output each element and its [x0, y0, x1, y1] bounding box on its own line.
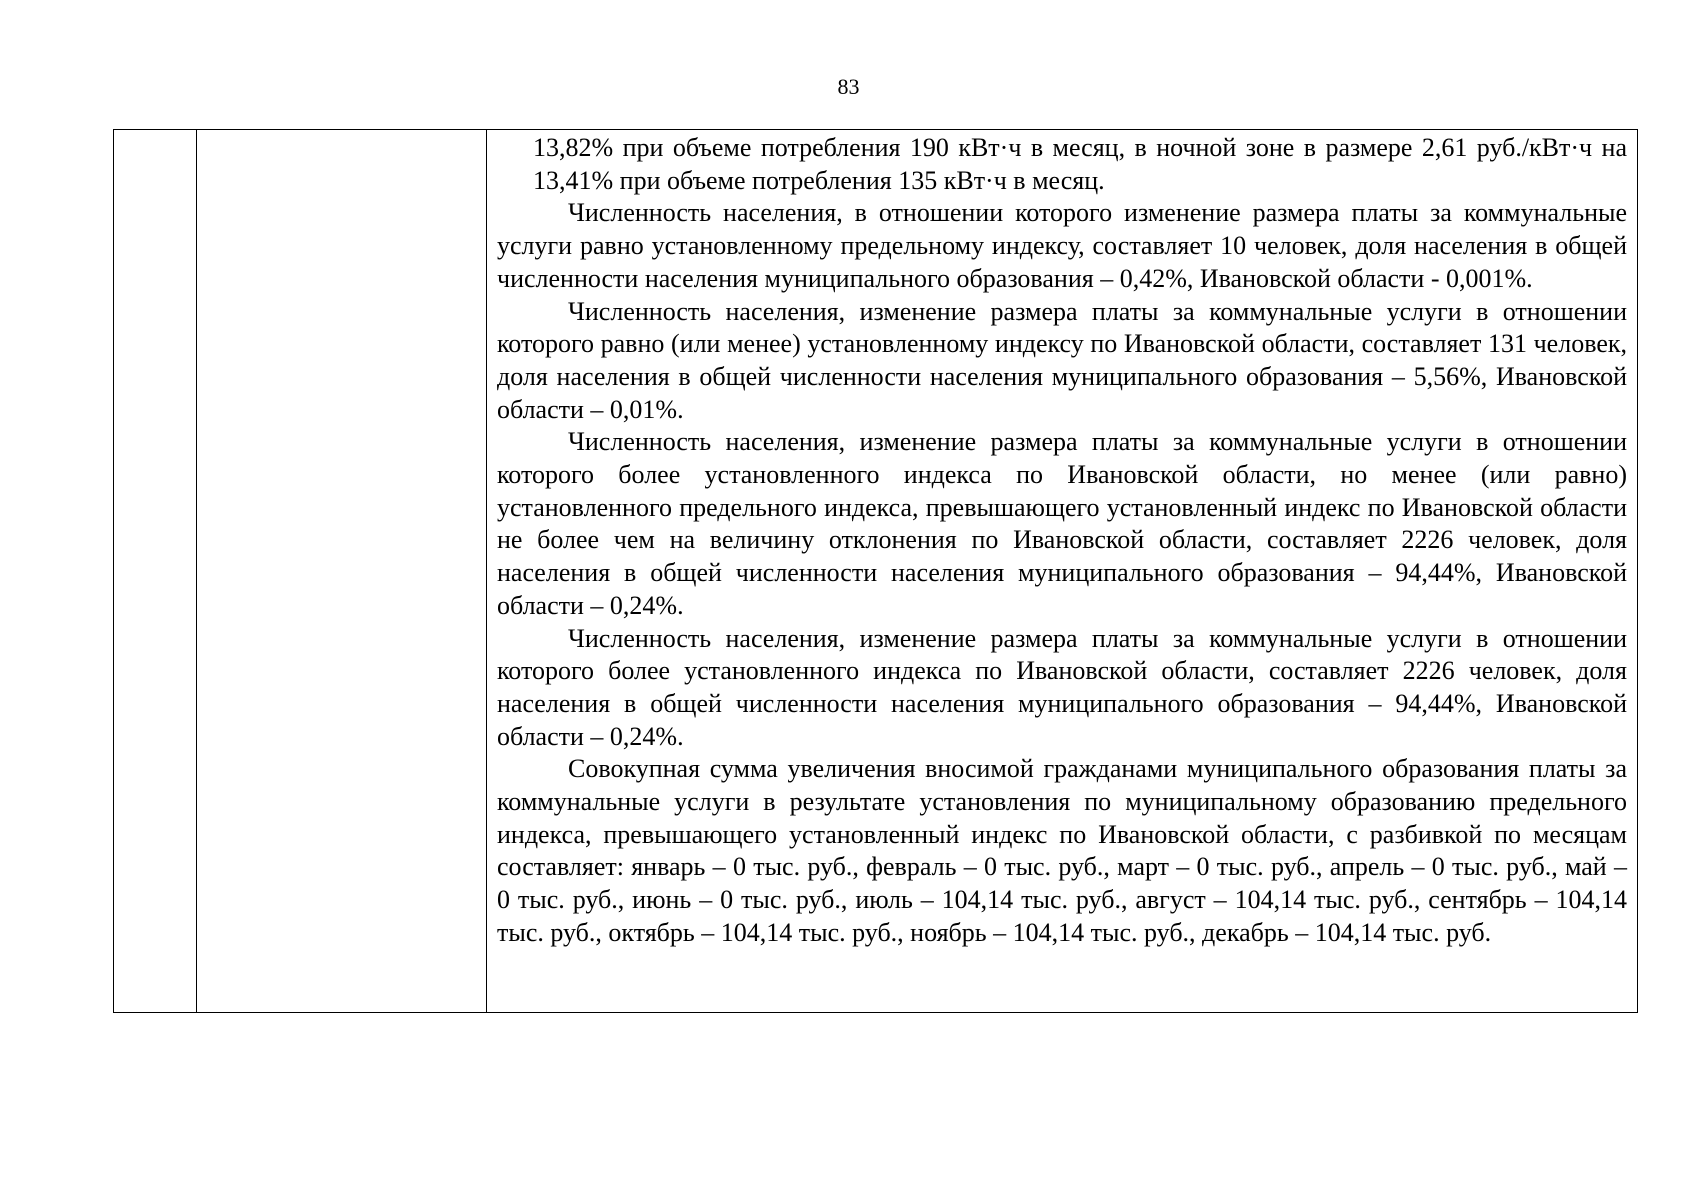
paragraph-population-above: Численность населения, изменение размера платы за коммунальные услуги в отношении которого более установленного индекса по Ивановской области, составляет 2226 человек, доля населения в общей численности населения муниципального образования – 94,44%, Ивановской области – 0,24%. [497, 623, 1627, 751]
table-row [114, 130, 1638, 1013]
paragraph-population-between: Численность населения, изменение размера платы за коммунальные услуги в отношении которого более установленного индекса по Ивановской области, но менее (или равно) установленного предельного индекса, превышающего установленный индекс по Ивановской области не более чем на величину отклонения по Ивановской области, составляет 2226 человек, доля населения в общей численности населения муниципального образования – 94,44%, Ивановской области – 0,24%. [497, 427, 1627, 620]
table-cell-name [197, 130, 487, 1013]
document-table [113, 129, 1638, 1013]
table-cell-number [114, 130, 197, 1013]
page-number: 83 [837, 74, 860, 99]
paragraph-population-equal-limit: Численность населения, в отношении которого изменение размера платы за коммунальные услуги равно установленному предельному индексу, составляет 10 человек, доля населения в общей численности населения муниципального образования – 0,42%, Ивановской области - 0,001%. [497, 198, 1627, 293]
paragraph-population-equal-or-less: Численность населения, изменение размера платы за коммунальные услуги в отношении которого равно (или менее) установленному индексу по Ивановской области, составляет 131 человек, доля населения в общей численности населения муниципального образования – 5,56%, Ивановской области – 0,01%. [497, 296, 1627, 424]
paragraph-monthly-increase: Совокупная сумма увеличения вносимой гражданами муниципального образования платы за коммунальные услуги в результате установления по муниципальному образованию предельного индекса, превышающего установленный индекс по Ивановской области, с разбивкой по месяцам составляет: январь – 0 тыс. руб., февраль – 0 тыс. руб., март – 0 тыс. руб., апрель – 0 тыс. руб., май – 0 тыс. руб., июнь – 0 тыс. руб., июль – 104,14 тыс. руб., август – 104,14 тыс. руб., сентябрь – 104,14 тыс. руб., октябрь – 104,14 тыс. руб., ноябрь – 104,14 тыс. руб., декабрь – 104,14 тыс. руб. [497, 754, 1627, 947]
cell-content-text [487, 130, 1637, 950]
paragraph-tariff-continuation: 13,82% при объеме потребления 190 кВт·ч в месяц, в ночной зоне в размере 2,61 руб./кВт·ч на 13,41% при объеме потребления 135 кВт·ч в месяц. [533, 133, 1627, 195]
table-cell-content [487, 130, 1638, 1013]
